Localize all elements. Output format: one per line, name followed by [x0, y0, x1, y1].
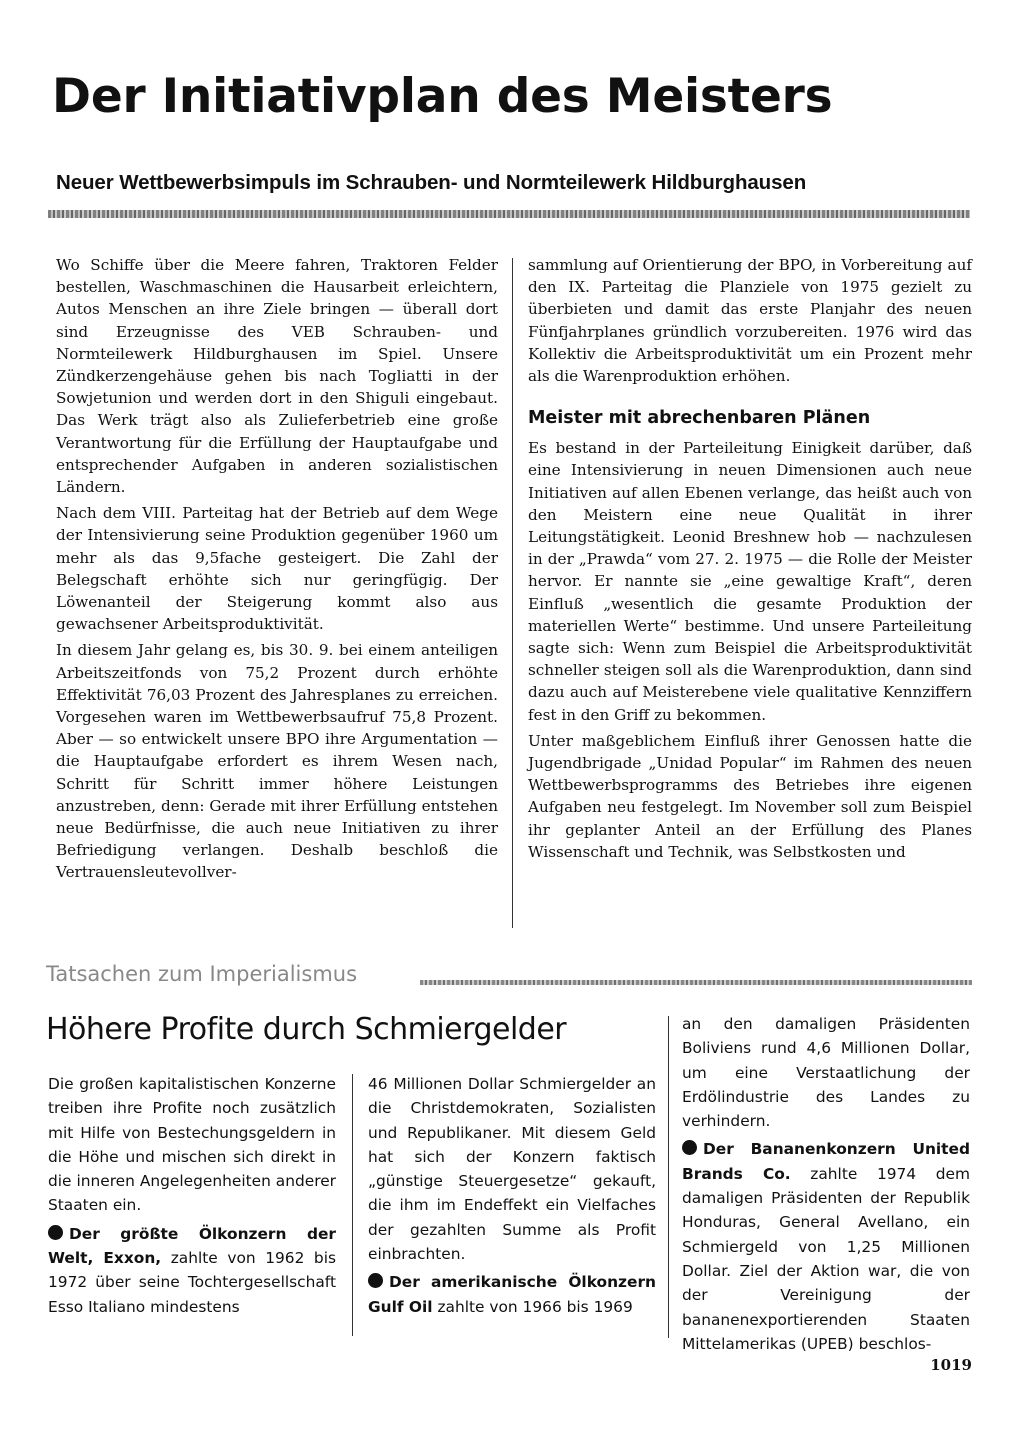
subheadline: Neuer Wettbewerbsimpuls im Schrauben- und Normteilewerk Hildburghausen [56, 171, 807, 194]
bullet-text: zahlte von 1962 bis 1972 über seine Tochtergesellschaft Esso Italiano mindestens [48, 1249, 337, 1316]
paragraph: Nach dem VIII. Parteitag hat der Betrieb auf dem Wege der Intensivierung seine Produktion gegenüber 1960 um mehr als das 9,5fache gesteigert. Die Zahl der Belegschaft erhöhte sich nur geringfügig. Der Löwenanteil der Steigerung kommt also aus gewachsener Arbeitsproduktivität. [56, 504, 498, 634]
bullet-text: zahlte 1974 dem damaligen Präsidenten der Republik Honduras, General Avellano, ein Schmiergeld von 1,25 Millionen Dollar. Ziel der Aktion war, die von der Vereinigung der bananenexportierenden Staaten Mittelamerikas (UPEB) beschlos- [682, 1164, 970, 1353]
paragraph: Es bestand in der Parteileitung Einigkeit darüber, daß eine Intensivierung in neuen Dimensionen auch neue Initiativen auf allen Ebenen verlange, das heißt auch von den Meistern eine neue Qualität in ihrer Leitungstätigkeit. Leonid Breshnew hob — nachzulesen in der „Prawda“ vom 27. 2. 1975 — die Rolle der Meister hervor. Er nannte sie „eine gewaltige Kraft“, deren Einfluß „wesentlich die gesamte Produktion der materiellen Werte“ bestimme. Und unsere Parteileitung sagte sich: Wenn zum Beispiel die Arbeitsproduktivität schneller steigen soll als die Warenproduktion, dann sind dazu auch auf Meisterebene viele qualitative Kennziffern fest in den Griff zu bekommen. [528, 439, 972, 724]
bullet-icon [368, 1273, 383, 1288]
decorative-rule [48, 210, 970, 218]
paragraph: Unter maßgeblichem Einfluß ihrer Genossen hatte die Jugendbrigade „Unidad Popular“ im Rahmen des neuen Wettbewerbsprogramms des Betriebes ihre eigenen Aufgaben neu festgelegt. Im November soll zum Beispiel ihr geplanter Anteil an der Erfüllung des Planes Wissenschaft und Technik, was Selbstkosten und [528, 731, 972, 861]
paragraph: an den damaligen Präsidenten Boliviens rund 4,6 Millionen Dollar, um eine Verstaatlichung der Erdölindustrie des Landes zu verhindern. [682, 1015, 970, 1131]
bullet-lead: Der amerikanische Ölkonzern Gulf Oil [368, 1273, 656, 1316]
paragraph: Die großen kapitalistischen Konzerne treiben ihre Profite noch zusätzlich mit Hilfe von Bestechungsgeldern in die Höhe und mischen sich direkt in die inneren Angelegenheiten anderer Staaten ein. [48, 1075, 336, 1215]
paragraph: Wo Schiffe über die Meere fahren, Traktoren Felder bestellen, Waschmaschinen die Hausarbeit erleichtern, Autos Menschen an ihre Ziele bringen — überall dort sind Erzeugnisse des VEB Schrauben- und Normteilewerk Hildburghausen im Spiel. Unsere Zündkerzengehäuse gehen bis nach Togliatti in der Sowjetunion und werden dort in den Shiguli eingebaut. Das Werk trägt also als Zulieferbetrieb eine große Verantwortung für die Erfüllung der Hauptaufgabe und entsprechender Aufgaben in anderen sozialistischen Ländern. [56, 256, 498, 497]
bullet-item [368, 1270, 656, 1319]
section-kicker: Tatsachen zum Imperialismus [46, 962, 358, 986]
column-divider [668, 1016, 669, 1338]
article2-column-3 [682, 1012, 970, 1356]
paragraph: In diesem Jahr gelang es, bis 30. 9. bei einem anteiligen Arbeitszeitfonds von 75,2 Prozent durch erhöhte Effektivität 76,03 Prozent des Jahresplanes zu erreichen. Vorgesehen waren im Wettbewerbsaufruf 75,8 Prozent. Aber — so entwickelt unsere BPO ihre Argumentation — die Hauptaufgabe erfordert es ihrem Wesen nach, Schritt für Schritt immer höhere Leistungen anzustreben, denn: Gerade mit ihrer Erfüllung entstehen neue Bedürfnisse, die auch neue Initiativen zu ihrer Befriedigung verlangen. Deshalb beschloß die Vertrauensleutevollver- [56, 641, 498, 882]
page-number: 1019 [930, 1356, 972, 1374]
column-divider [352, 1074, 353, 1336]
article-column-1 [56, 254, 498, 884]
bullet-item [48, 1222, 336, 1319]
bullet-icon [48, 1225, 63, 1240]
section-heading: Meister mit abrechenbaren Plänen [528, 408, 871, 429]
bullet-icon [682, 1140, 697, 1155]
article2-headline: Höhere Profite durch Schmiergelder [46, 1012, 567, 1047]
article2-column-2 [368, 1072, 656, 1319]
article2-column-1 [48, 1072, 336, 1319]
bullet-item [682, 1137, 970, 1356]
headline: Der Initiativplan des Meisters [52, 69, 833, 124]
article-column-2 [528, 254, 972, 863]
bullet-lead: Der Bananenkonzern United Brands Co. [682, 1140, 970, 1183]
bullet-lead: Der größte Ölkonzern der Welt, Exxon, [48, 1224, 336, 1268]
paragraph: sammlung auf Orientierung der BPO, in Vorbereitung auf den IX. Parteitag die Planziele von 1975 gezielt zu überbieten und damit das erste Planjahr des neuen Fünfjahrplanes gründlich vorzubereiten. 1976 wird das Kollektiv die Arbeitsproduktivität um ein Prozent mehr als die Warenproduktion erhöhen. [528, 256, 972, 386]
paragraph: 46 Millionen Dollar Schmiergelder an die Christdemokraten, Sozialisten und Republikaner. Mit diesem Geld hat sich der Konzern faktisch „günstige Steuergesetze“ gekauft, die ihm im Endeffekt ein Vielfaches der gezahlten Summe als Profit einbrachten. [368, 1075, 656, 1264]
column-divider [512, 258, 513, 928]
bullet-text: zahlte von 1966 bis 1969 [432, 1297, 633, 1316]
decorative-rule [420, 980, 972, 985]
